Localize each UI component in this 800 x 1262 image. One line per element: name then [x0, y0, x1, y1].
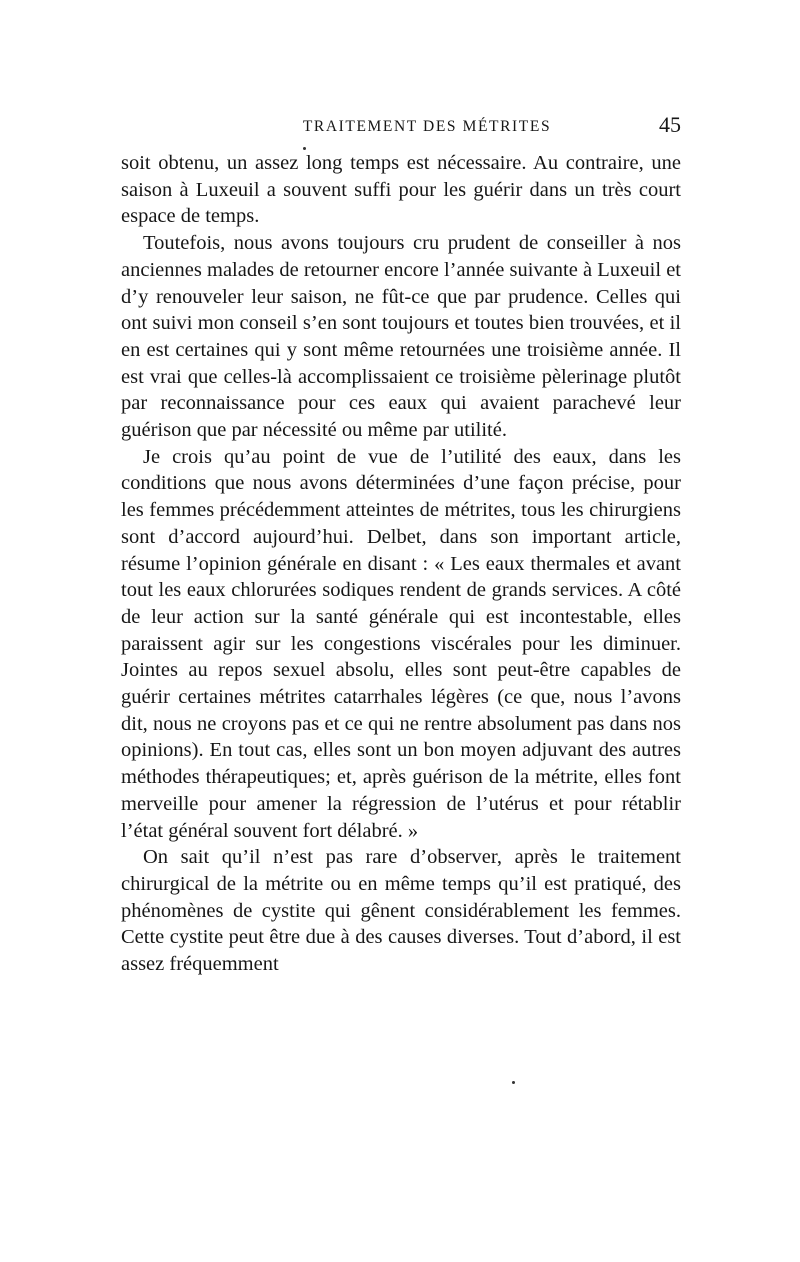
running-title: TRAITEMENT DES MÉTRITES [302, 118, 552, 135]
paragraph-continuation: soit obtenu, un assez long temps est nécessaire. Au contraire, une saison à Luxeuil a souvent suffi pour les guérir dans un très court espace de temps. [121, 152, 681, 228]
print-speck [303, 147, 306, 150]
page-number: 45 [659, 112, 681, 137]
running-head [121, 112, 681, 146]
paragraph: On sait qu’il n’est pas rare d’observer, après le traitement chirurgical de la métrite ou en même temps qu’il est pratiqué, des phénomènes de cystite qui gênent considérablement les femmes. Cette cystite peut être due à des causes diverses. Tout d’abord, il est assez fréquemment [121, 846, 681, 976]
print-speck [512, 1081, 515, 1084]
paragraph: Je crois qu’au point de vue de l’utilité des eaux, dans les conditions que nous avons déterminées d’une façon précise, pour les femmes précédemment atteintes de métrites, tous les chirurgiens sont d’accord aujourd’hui. Delbet, dans son important article, résume l’opinion générale en disant : « Les eaux thermales et avant tout les eaux chlorurées sodiques rendent de grands services. A côté de leur action sur la santé générale qui est incontestable, elles paraissent agir sur les congestions viscérales pour les diminuer. Jointes au repos sexuel absolu, elles sont peut-être capables de guérir certaines métrites catarrhales légères (ce que, nous l’avons dit, nous ne croyons pas et ce qui ne rentre absolument pas dans nos opinions). En tout cas, elles sont un bon moyen adjuvant des autres méthodes thérapeutiques; et, après guérison de la métrite, elles font merveille pour amener la régression de l’utérus et pour rétablir l’état général souvent fort délabré. » [121, 445, 681, 842]
paragraph: Toutefois, nous avons toujours cru prudent de conseiller à nos anciennes malades de retourner encore l’année suivante à Luxeuil et d’y renouveler leur saison, ne fût-ce que par prudence. Celles qui ont suivi mon conseil s’en sont toujours et toutes bien trouvées, et il en est certaines qui y sont même retournées une troisième année. Il est vrai que celles-là accomplissaient ce troisième pèlerinage plutôt par reconnaissance pour ces eaux qui avaient parachevé leur guérison que par nécessité ou même par utilité. [121, 232, 681, 442]
body-text [121, 150, 681, 978]
